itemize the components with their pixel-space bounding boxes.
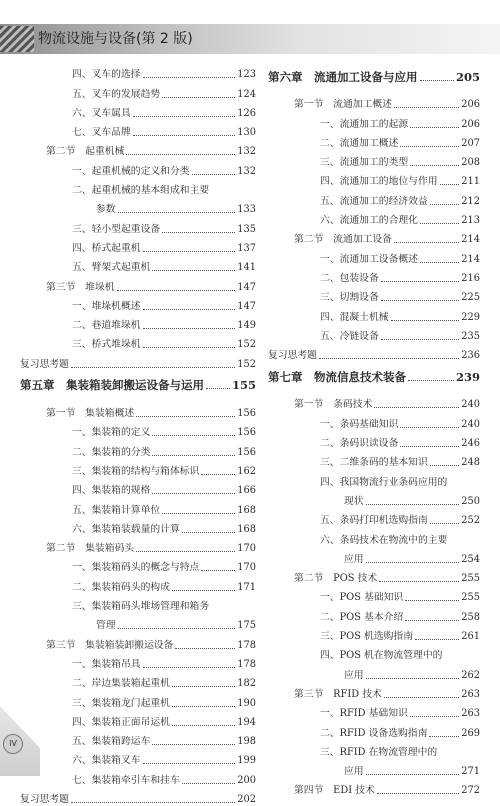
toc-page-number: 155: [231, 378, 256, 393]
toc-entry-title: 三、RFID 在物流管理中的: [320, 746, 438, 758]
toc-entry-title: 五、条码打印机选购指南: [320, 515, 428, 527]
toc-item-entry[interactable]: [268, 701, 480, 720]
toc-page-number: 200: [237, 774, 256, 786]
toc-item-entry[interactable]: [268, 208, 480, 227]
toc-entry-title: 复习思考题: [268, 350, 317, 362]
dot-leader: [374, 407, 459, 408]
toc-entry-title: 三、二维条码的基本知识: [320, 457, 428, 469]
toc-section-entry[interactable]: [20, 401, 256, 420]
toc-page-number: 225: [461, 292, 480, 304]
toc-entry-title: 一、集装箱的定义: [72, 427, 151, 439]
dot-leader: [430, 204, 460, 205]
toc-entry-title: 第一节 条码技术: [294, 399, 373, 411]
dot-leader: [400, 146, 459, 147]
toc-entry-title: 五、集装箱跨运车: [72, 736, 151, 748]
toc-item-entry[interactable]: [268, 169, 480, 188]
toc-item-entry[interactable]: [268, 508, 480, 527]
dot-leader: [430, 465, 460, 466]
toc-page-number: 262: [461, 669, 480, 681]
toc-page-number: 205: [455, 69, 480, 84]
toc-page-number: 206: [461, 118, 480, 130]
toc-entry-title: 第二节 POS 技术: [294, 573, 378, 585]
toc-section-entry[interactable]: [20, 536, 256, 555]
toc-page-number: 207: [461, 137, 480, 149]
toc-page-number: 126: [237, 107, 256, 119]
toc-item-entry[interactable]: [268, 266, 480, 285]
toc-page-number: 199: [237, 755, 256, 767]
toc-item-entry[interactable]: [20, 294, 256, 313]
toc-entry-title: 二、集装箱码头的构成: [72, 581, 170, 593]
toc-section-entry[interactable]: [20, 274, 256, 293]
dot-leader: [410, 716, 460, 717]
toc-entry-title: 七、叉车品牌: [72, 127, 131, 139]
page-header: [0, 0, 500, 60]
toc-item-entry[interactable]: [20, 236, 256, 255]
toc-item-entry[interactable]: [268, 662, 480, 681]
page-number-badge: IV: [3, 734, 23, 754]
dot-leader: [420, 262, 459, 263]
toc-section-entry[interactable]: [268, 392, 480, 411]
dot-leader: [152, 455, 235, 456]
toc-item-entry[interactable]: [268, 624, 480, 643]
toc-item-entry[interactable]: [20, 497, 256, 516]
toc-item-entry[interactable]: [20, 517, 256, 536]
dot-leader: [394, 242, 459, 243]
dot-leader: [319, 358, 459, 359]
toc-item-entry[interactable]: [20, 255, 256, 274]
toc-item-entry[interactable]: [20, 420, 256, 439]
toc-item-entry[interactable]: [268, 604, 480, 623]
toc-entry-title: 四、叉车的选择: [72, 69, 141, 81]
toc-page-number: 171: [237, 581, 256, 593]
dot-leader: [391, 320, 460, 321]
dot-leader: [117, 290, 236, 291]
toc-item-entry[interactable]: [20, 729, 256, 748]
dot-leader: [182, 532, 236, 533]
dot-leader: [381, 300, 460, 301]
toc-item-entry[interactable]: [268, 304, 480, 323]
toc-entry-title: 五、臂架式起重机: [72, 262, 151, 274]
toc-item-entry[interactable]: [268, 324, 480, 343]
toc-entry-title: 一、POS 基础知识: [320, 592, 404, 604]
dot-leader: [192, 174, 236, 175]
dot-leader: [118, 212, 236, 213]
toc-entry-title: 一、流通加工设备概述: [320, 253, 418, 265]
toc-entry-title: 三、切割设备: [320, 292, 379, 304]
toc-page-number: 263: [461, 708, 480, 720]
toc-page-number: 271: [461, 766, 480, 778]
toc-page-number: 123: [237, 69, 256, 81]
toc-page-number: 135: [237, 223, 256, 235]
toc-item-entry[interactable]: [20, 748, 256, 767]
dot-leader: [71, 802, 235, 803]
toc-item-entry[interactable]: [20, 332, 256, 351]
toc-item-entry[interactable]: [20, 478, 256, 497]
toc-page-number: 202: [237, 793, 256, 805]
toc-entry-title: 第三节 堆垛机: [46, 281, 115, 293]
toc-item-entry[interactable]: [20, 158, 256, 177]
header-stripe-decoration: [0, 26, 34, 52]
toc-entry-title: 四、流通加工的地位与作用: [320, 176, 438, 188]
toc-entry-title: 第一节 流通加工概述: [294, 99, 392, 111]
toc-page-number: 178: [237, 639, 256, 651]
toc-item-entry[interactable]: [20, 178, 256, 197]
toc-page-number: 130: [237, 127, 256, 139]
toc-page-number: 198: [237, 736, 256, 748]
toc-page-number: 156: [237, 446, 256, 458]
dot-leader: [133, 116, 236, 117]
toc-page-number: 168: [237, 504, 256, 516]
toc-item-entry[interactable]: [268, 643, 480, 662]
dot-leader: [143, 251, 236, 252]
dot-leader: [136, 416, 235, 417]
dot-leader: [201, 570, 235, 571]
dot-leader: [410, 127, 459, 128]
toc-chapter-entry[interactable]: [268, 362, 480, 392]
toc-page-number: 214: [461, 253, 480, 265]
toc-entry-title: 三、轻小型起重设备: [72, 223, 161, 235]
toc-item-entry[interactable]: [268, 450, 480, 469]
toc-page-number: 170: [237, 562, 256, 574]
dot-leader: [143, 763, 236, 764]
toc-entry-title: 参数: [96, 204, 116, 216]
toc-item-entry[interactable]: [20, 62, 256, 81]
toc-item-entry[interactable]: [20, 459, 256, 478]
toc-item-entry[interactable]: [20, 555, 256, 574]
dot-leader: [143, 77, 236, 78]
toc-item-entry[interactable]: [20, 613, 256, 632]
toc-review-entry[interactable]: [20, 787, 256, 806]
toc-review-entry[interactable]: [268, 343, 480, 362]
toc-entry-title: 第三节 RFID 技术: [294, 688, 382, 700]
toc-item-entry[interactable]: [268, 527, 480, 546]
toc-entry-title: 四、集装箱正面吊运机: [72, 716, 170, 728]
toc-page-number: 162: [237, 465, 256, 477]
toc-entry-title: 第六章 流通加工设备与应用: [268, 69, 418, 84]
dot-leader: [366, 774, 460, 775]
toc-page-number: 240: [461, 399, 480, 411]
dot-leader: [152, 435, 235, 436]
toc-page-number: 182: [237, 678, 256, 690]
toc-entry-title: 现状: [344, 495, 364, 507]
toc-item-entry[interactable]: [20, 101, 256, 120]
toc-entry-title: 四、我国物流行业条码应用的: [320, 476, 448, 488]
toc-page-number: 132: [237, 146, 256, 158]
toc-entry-title: 一、RFID 基础知识: [320, 708, 408, 720]
dot-leader: [440, 184, 460, 185]
toc-section-entry[interactable]: [268, 566, 480, 585]
toc-entry-title: 第二节 集装箱码头: [46, 543, 135, 555]
toc-entry-title: 二、岸边集装箱起重机: [72, 678, 170, 690]
toc-entry-title: 一、流通加工的起源: [320, 118, 409, 130]
toc-entry-title: 五、冷链设备: [320, 330, 379, 342]
dot-leader: [118, 628, 236, 629]
dot-leader: [366, 678, 460, 679]
toc-entry-title: 一、集装箱吊具: [72, 658, 141, 670]
dot-leader: [405, 600, 459, 601]
toc-page-number: 255: [461, 573, 480, 585]
dot-leader: [71, 367, 235, 368]
toc-review-entry[interactable]: [20, 351, 256, 370]
toc-page-number: 156: [237, 408, 256, 420]
toc-entry-title: 六、流通加工的合理化: [320, 215, 418, 227]
dot-leader: [384, 697, 460, 698]
dot-leader: [366, 504, 460, 505]
dot-leader: [430, 523, 460, 524]
toc-right-column: [268, 62, 480, 797]
toc-entry-title: 一、堆垛机概述: [72, 300, 141, 312]
dot-leader: [206, 388, 230, 389]
toc-entry-title: 第四节 EDI 技术: [294, 785, 375, 797]
toc-left-column: [20, 62, 256, 806]
toc-entry-title: 三、集装箱龙门起重机: [72, 697, 170, 709]
toc-entry-title: 第五章 集装箱装卸搬运设备与运用: [20, 378, 204, 393]
dot-leader: [400, 427, 459, 428]
toc-entry-title: 二、起重机械的基本组成和主要: [72, 185, 210, 197]
toc-entry-title: 七、集装箱牵引车和挂车: [72, 774, 180, 786]
toc-entry-title: 六、集装箱装载量的计算: [72, 523, 180, 535]
dot-leader: [400, 446, 459, 447]
toc-entry-title: 三、POS 机选购指南: [320, 631, 414, 643]
dot-leader: [136, 551, 235, 552]
toc-item-entry[interactable]: [20, 594, 256, 613]
dot-leader: [143, 347, 236, 348]
toc-page-number: 206: [461, 99, 480, 111]
toc-page-number: 166: [237, 485, 256, 497]
toc-page-number: 152: [237, 358, 256, 370]
page-corner: [0, 706, 40, 776]
toc-chapter-entry[interactable]: [268, 62, 480, 92]
dot-leader: [172, 590, 235, 591]
dot-leader: [420, 80, 454, 81]
toc-page-number: 208: [461, 157, 480, 169]
toc-page-number: 190: [237, 697, 256, 709]
toc-page-number: 170: [237, 543, 256, 555]
toc-entry-title: 应用: [344, 669, 364, 681]
dot-leader: [162, 513, 235, 514]
toc-item-entry[interactable]: [268, 411, 480, 430]
toc-entry-title: 五、流通加工的经济效益: [320, 195, 428, 207]
dot-leader: [429, 736, 459, 737]
toc-section-entry[interactable]: [20, 139, 256, 158]
toc-item-entry[interactable]: [268, 285, 480, 304]
toc-item-entry[interactable]: [268, 740, 480, 759]
toc-page-number: 132: [237, 165, 256, 177]
toc-page-number: 212: [461, 195, 480, 207]
toc-entry-title: 第二节 起重机械: [46, 146, 125, 158]
toc-page-number: 137: [237, 242, 256, 254]
toc-entry-title: 管理: [96, 620, 116, 632]
toc-item-entry[interactable]: [268, 131, 480, 150]
toc-section-entry[interactable]: [20, 632, 256, 651]
toc-page-number: 175: [237, 620, 256, 632]
toc-page-number: 152: [237, 339, 256, 351]
toc-entry-title: 六、条码技术在物流中的主要: [320, 534, 448, 546]
toc-entry-title: 一、起重机械的定义和分类: [72, 165, 190, 177]
toc-entry-title: 六、集装箱叉车: [72, 755, 141, 767]
toc-entry-title: 一、集装箱码头的概念与特点: [72, 562, 200, 574]
toc-item-entry[interactable]: [20, 120, 256, 139]
toc-page-number: 250: [461, 495, 480, 507]
toc-item-entry[interactable]: [268, 188, 480, 207]
toc-page-number: 194: [237, 716, 256, 728]
book-title: 物流设施与设备(第 2 版): [38, 31, 193, 47]
toc-entry-title: 四、混凝土机械: [320, 311, 389, 323]
toc-page-number: 229: [461, 311, 480, 323]
toc-page-number: 240: [461, 418, 480, 430]
toc-entry-title: 五、集装箱计算单位: [72, 504, 161, 516]
toc-entry-title: 五、叉车的发展趋势: [72, 88, 161, 100]
dot-leader: [172, 706, 235, 707]
toc-item-entry[interactable]: [268, 431, 480, 450]
toc-page-number: 213: [461, 215, 480, 227]
dot-leader: [143, 667, 236, 668]
toc-entry-title: 二、流通加工概述: [320, 137, 399, 149]
toc-page-number: 133: [237, 204, 256, 216]
toc-item-entry[interactable]: [20, 439, 256, 458]
toc-page-number: 263: [461, 688, 480, 700]
toc-page-number: 168: [237, 523, 256, 535]
toc-entry-title: 三、集装箱的结构与箱体标识: [72, 465, 200, 477]
toc-section-entry[interactable]: [268, 682, 480, 701]
toc-entry-title: 四、集装箱的规格: [72, 485, 151, 497]
dot-leader: [420, 223, 459, 224]
toc-entry-title: 二、巷道堆垛机: [72, 320, 141, 332]
toc-page-number: 214: [461, 234, 480, 246]
toc-entry-title: 复习思考题: [20, 358, 69, 370]
toc-item-entry[interactable]: [268, 547, 480, 566]
toc-page-number: 149: [237, 320, 256, 332]
toc-entry-title: 三、集装箱码头堆场管理和箱务: [72, 601, 210, 613]
toc-page-number: 235: [461, 330, 480, 342]
toc-entry-title: 四、POS 机在物流管理中的: [320, 650, 443, 662]
toc-entry-title: 二、POS 基本介绍: [320, 611, 404, 623]
toc-section-entry[interactable]: [268, 227, 480, 246]
toc-item-entry[interactable]: [268, 720, 480, 739]
dot-leader: [172, 686, 235, 687]
toc-item-entry[interactable]: [268, 111, 480, 130]
toc-item-entry[interactable]: [20, 652, 256, 671]
dot-leader: [162, 97, 235, 98]
toc-entry-title: 三、流通加工的类型: [320, 157, 409, 169]
dot-leader: [415, 639, 459, 640]
toc-item-entry[interactable]: [20, 574, 256, 593]
toc-item-entry[interactable]: [268, 150, 480, 169]
toc-item-entry[interactable]: [20, 313, 256, 332]
toc-item-entry[interactable]: [268, 759, 480, 778]
dot-leader: [143, 309, 236, 310]
dot-leader: [377, 793, 460, 794]
toc-item-entry[interactable]: [20, 197, 256, 216]
toc-item-entry[interactable]: [268, 469, 480, 488]
toc-page-number: 216: [461, 272, 480, 284]
toc-page-number: 255: [461, 592, 480, 604]
toc-entry-title: 应用: [344, 553, 364, 565]
toc-item-entry[interactable]: [20, 216, 256, 235]
toc-item-entry[interactable]: [20, 710, 256, 729]
dot-leader: [410, 165, 459, 166]
toc-entry-title: 六、叉车属具: [72, 107, 131, 119]
toc-section-entry[interactable]: [268, 92, 480, 111]
dot-leader: [182, 783, 236, 784]
dot-leader: [405, 620, 459, 621]
dot-leader: [152, 270, 235, 271]
toc-page-number: 156: [237, 427, 256, 439]
toc-entry-title: 复习思考题: [20, 793, 69, 805]
dot-leader: [172, 725, 235, 726]
dot-leader: [133, 135, 236, 136]
toc-page-number: 211: [461, 176, 480, 188]
toc-entry-title: 第七章 物流信息技术装备: [268, 369, 406, 384]
toc-entry-title: 一、条码基础知识: [320, 418, 399, 430]
toc-entry-title: 第一节 集装箱概述: [46, 408, 135, 420]
toc-page-number: 147: [237, 300, 256, 312]
dot-leader: [152, 744, 235, 745]
toc-entry-title: 二、包装设备: [320, 272, 379, 284]
toc-entry-title: 二、条码识读设备: [320, 438, 399, 450]
dot-leader: [381, 339, 460, 340]
toc-item-entry[interactable]: [20, 767, 256, 786]
toc-page-number: 141: [237, 262, 256, 274]
toc-chapter-entry[interactable]: [20, 371, 256, 401]
toc-page-number: 124: [237, 88, 256, 100]
toc-entry-title: 四、桥式起重机: [72, 242, 141, 254]
dot-leader: [366, 562, 460, 563]
toc-page-number: 248: [461, 457, 480, 469]
toc-item-entry[interactable]: [20, 690, 256, 709]
toc-page-number: 272: [461, 785, 480, 797]
toc-page-number: 239: [455, 369, 480, 384]
dot-leader: [143, 328, 236, 329]
toc-page-number: 261: [461, 631, 480, 643]
toc-entry-title: 二、RFID 设备选购指南: [320, 727, 428, 739]
dot-leader: [175, 648, 235, 649]
toc-page-number: 269: [461, 727, 480, 739]
toc-page-number: 147: [237, 281, 256, 293]
toc-entry-title: 应用: [344, 766, 364, 778]
toc-page-number: 254: [461, 553, 480, 565]
toc-page-number: 258: [461, 611, 480, 623]
toc-item-entry[interactable]: [20, 671, 256, 690]
toc-item-entry[interactable]: [268, 585, 480, 604]
toc-page-number: 178: [237, 658, 256, 670]
dot-leader: [152, 493, 235, 494]
toc-item-entry[interactable]: [268, 489, 480, 508]
dot-leader: [162, 232, 235, 233]
toc-page-number: 252: [461, 515, 480, 527]
toc-page-number: 236: [461, 350, 480, 362]
toc-entry-title: 二、集装箱的分类: [72, 446, 151, 458]
toc-page-number: 246: [461, 438, 480, 450]
toc-entry-title: 三、桥式堆垛机: [72, 339, 141, 351]
dot-leader: [126, 154, 235, 155]
dot-leader: [408, 380, 454, 381]
dot-leader: [201, 474, 235, 475]
dot-leader: [381, 281, 460, 282]
toc-item-entry[interactable]: [268, 246, 480, 265]
dot-leader: [379, 581, 459, 582]
toc-item-entry[interactable]: [20, 81, 256, 100]
toc-entry-title: 第三节 集装箱装卸搬运设备: [46, 639, 174, 651]
dot-leader: [394, 107, 459, 108]
toc-entry-title: 第二节 流通加工设备: [294, 234, 392, 246]
toc-section-entry[interactable]: [268, 778, 480, 797]
